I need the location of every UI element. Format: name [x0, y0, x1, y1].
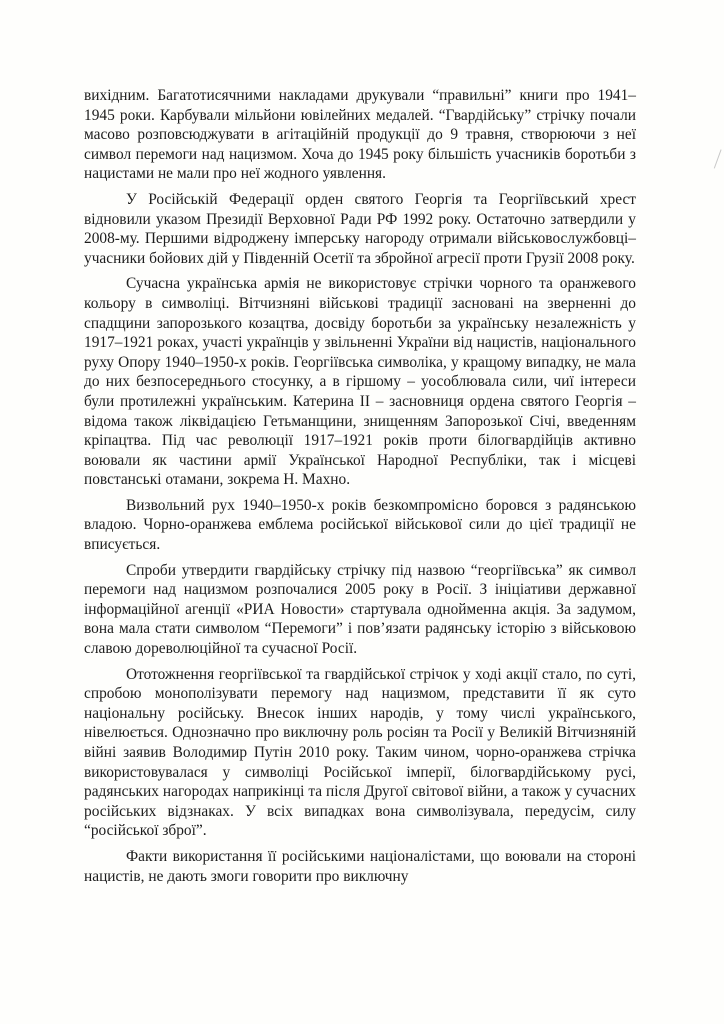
document-body	[84, 86, 636, 892]
paragraph-5: Спроби утвердити гвардійську стрічку під назвою “георгіївська” як символ перемоги над нацизмом розпочалися 2005 року в Росії. З ініціативи державної інформаційної агенції «РИА Новости» стартувала однойменна акція. За задумом, вона мала стати символом “Перемоги” і пов’язати радянську історію з військовою славою дореволюційної та сучасної Росії.	[84, 561, 636, 658]
paragraph-4: Визвольний рух 1940–1950-х років безкомпромісно боровся з радянською владою. Чорно-оранжева емблема російської військової сили до цієї традиції не вписується.	[84, 496, 636, 554]
paragraph-6: Ототожнення георгіївської та гвардійської стрічок у ході акції стало, по суті, спробою монополізувати перемогу над нацизмом, представити її як суто національну російську. Внесок інших народів, у тому числі українського, нівелюється. Однозначно про виключну роль росіян та Росії у Великій Вітчизняній війні заявив Володимир Путін 2010 року. Таким чином, чорно-оранжева стрічка використовувалася у символіці Російської імперії, білогвардійському русі, радянських нагородах наприкінці та після Другої світової війни, а також у сучасних російських відзнаках. У всіх випадках вона символізувала, передусім, силу “російської зброї”.	[84, 665, 636, 840]
paragraph-7: Факти використання її російськими націоналістами, що воювали на стороні нацистів, не дають змоги говорити про виключну	[84, 847, 636, 885]
paragraph-2: У Російській Федерації орден святого Георгія та Георгіївський хрест відновили указом Президії Верховної Ради РФ 1992 року. Остаточно затвердили у 2008-му. Першими відроджену імперську нагороду отримали військовослужбовці–учасники бойових дій у Південній Осетії та збройної агресії проти Грузії 2008 року.	[84, 190, 636, 267]
scan-artifact-mark	[714, 149, 724, 170]
paragraph-3: Сучасна українська армія не використовує стрічки чорного та оранжевого кольору в символіці. Вітчизняні військові традиції засновані на зверненні до спадщини запорозького козацтва, досвіду боротьби за українську незалежність у 1917–1921 роках, участі українців у звільненні України від нацистів, національного руху Опору 1940–1950-х років. Георгіївська символіка, у кращому випадку, не мала до них безпосереднього стосунку, а в гіршому – уособлювала сили, чиї інтереси були протилежні українським. Катерина ІІ – засновниця ордена святого Георгія – відома також ліквідацією Гетьманщини, знищенням Запорозької Січі, введенням кріпацтва. Під час революції 1917–1921 років проти білогвардійців активно воювали як частини армії Української Народної Республіки, так і місцеві повстанські отамани, зокрема Н. Махно.	[84, 275, 636, 489]
paragraph-1: вихідним. Багатотисячними накладами друкували “правильні” книги про 1941–1945 роки. Карбували мільйони ювілейних медалей. “Гвардійську” стрічку почали масово розповсюджувати в агітаційній продукції до 9 травня, створюючи з неї символ перемоги над нацизмом. Хоча до 1945 року більшість учасників боротьби з нацистами не мали про неї жодного уявлення.	[84, 87, 636, 183]
